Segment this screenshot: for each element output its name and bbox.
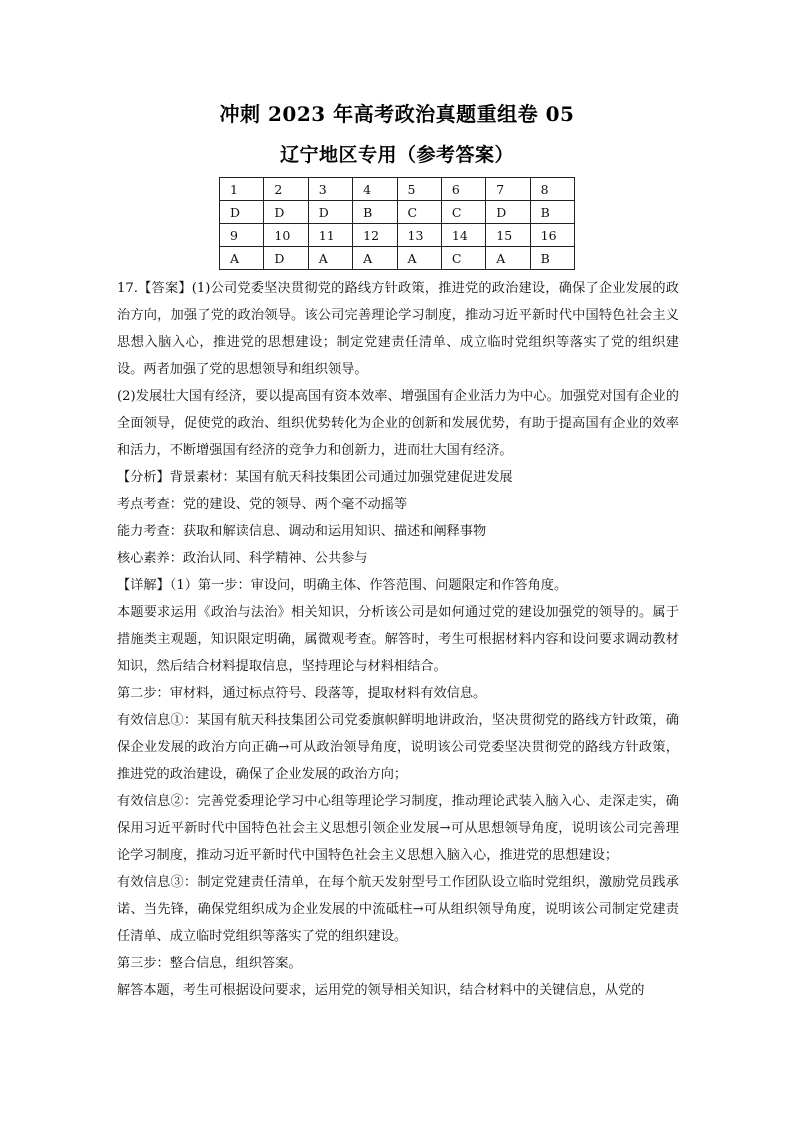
- answer-paragraph: 17.【答案】(1)公司党委坚决贯彻党的路线方针政策，推进党的政治建设，确保了企业发展的政治方向，加强了党的政治领导。该公司完善理论学习制度，推动习近平新时代中国特色社会主义思想入脑入心，推进党的思想建设；制定党建责任清单、成立临时党组织等落实了党的组织建设。两者加强了党的思想领导和组织领导。: [117, 281, 679, 377]
- answer-cell: C: [397, 201, 441, 224]
- detail-paragraph: 第二步：审材料，通过标点符号、段落等，提取材料有效信息。: [117, 686, 487, 701]
- question-number-cell: 12: [353, 224, 397, 247]
- answer-paragraph: (2)发展壮大国有经济，要以提高国有资本效率、增强国有企业活力为中心。加强党对国有企业的全面领导，促使党的政治、组织优势转化为企业的创新和发展优势，有助于提高国有企业的效率和活力，不断增强国有经济的竞争力和创新力，进而壮大国有经济。: [117, 389, 679, 458]
- answer-cell: D: [308, 201, 352, 224]
- question-number-cell: 7: [486, 178, 530, 201]
- analysis-paragraph: 考点考查：党的建设、党的领导、两个毫不动摇等: [117, 497, 408, 512]
- answer-cell: B: [530, 247, 574, 270]
- question-number-cell: 16: [530, 224, 574, 247]
- question-number-cell: 5: [397, 178, 441, 201]
- answer-cell: A: [397, 247, 441, 270]
- question-number-cell: 14: [441, 224, 485, 247]
- analysis-paragraph: 核心素养：政治认同、科学精神、公共参与: [117, 551, 368, 566]
- answer-table-row: [220, 247, 575, 270]
- question-number-cell: 2: [264, 178, 308, 201]
- detail-paragraph: 第三步：整合信息，组织答案。: [117, 956, 302, 971]
- page-title: 冲刺 2023 年高考政治真题重组卷 05: [219, 102, 575, 126]
- answer-cell: B: [353, 201, 397, 224]
- question-number-cell: 15: [486, 224, 530, 247]
- answer-cell: C: [441, 201, 485, 224]
- question-number-cell: 8: [530, 178, 574, 201]
- question-number-cell: 13: [397, 224, 441, 247]
- question-number-cell: 3: [308, 178, 352, 201]
- question-number-cell: 1: [220, 178, 264, 201]
- answer-cell: A: [486, 247, 530, 270]
- answer-cell: C: [441, 247, 485, 270]
- answer-cell: B: [530, 201, 574, 224]
- answer-cell: D: [264, 247, 308, 270]
- question-number-cell: 6: [441, 178, 485, 201]
- question-number-cell: 10: [264, 224, 308, 247]
- answer-cell: D: [264, 201, 308, 224]
- answer-cell: A: [220, 247, 264, 270]
- analysis-paragraph: 能力考查：获取和解读信息、调动和运用知识、描述和阐释事物: [117, 524, 487, 539]
- detail-paragraph: 【详解】（1）第一步：审设问，明确主体、作答范围、问题限定和作答角度。: [117, 578, 568, 593]
- answer-table-row: [220, 224, 575, 247]
- answer-cell: A: [353, 247, 397, 270]
- answer-table-row: [220, 178, 575, 201]
- answer-body: [117, 275, 679, 1004]
- question-number-cell: 4: [353, 178, 397, 201]
- answer-cell: A: [308, 247, 352, 270]
- answer-table-row: [220, 201, 575, 224]
- detail-paragraph: 有效信息③：制定党建责任清单，在每个航天发射型号工作团队设立临时党组织，激励党员践承诺、当先锋，确保党组织成为企业发展的中流砥柱→可从组织领导角度，说明该公司制定党建责任清单、成立临时党组织等落实了党的组织建设。: [117, 875, 679, 944]
- detail-paragraph: 解答本题，考生可根据设问要求，运用党的领导相关知识，结合材料中的关键信息，从党的: [117, 983, 645, 998]
- detail-paragraph: 有效信息②：完善党委理论学习中心组等理论学习制度，推动理论武装入脑入心、走深走实，确保用习近平新时代中国特色社会主义思想引领企业发展→可从思想领导角度，说明该公司完善理论学习制度，推动习近平新时代中国特色社会主义思想入脑入心，推进党的思想建设；: [117, 794, 679, 863]
- answer-cell: D: [486, 201, 530, 224]
- answer-table: [219, 177, 575, 270]
- page-subtitle: 辽宁地区专用（参考答案）: [279, 144, 514, 166]
- answer-cell: D: [220, 201, 264, 224]
- detail-paragraph: 有效信息①：某国有航天科技集团公司党委旗帜鲜明地讲政治，坚决贯彻党的路线方针政策，确保企业发展的政治方向正确→可从政治领导角度，说明该公司党委坚决贯彻党的路线方针政策，推进党的政治建设，确保了企业发展的政治方向；: [117, 713, 679, 782]
- question-number-cell: 9: [220, 224, 264, 247]
- detail-paragraph: 本题要求运用《政治与法治》相关知识，分析该公司是如何通过党的建设加强党的领导的。属于措施类主观题，知识限定明确，属微观考查。解答时，考生可根据材料内容和设问要求调动教材知识，然后结合材料提取信息，坚持理论与材料相结合。: [117, 605, 679, 674]
- analysis-paragraph: 【分析】背景素材：某国有航天科技集团公司通过加强党建促进发展: [117, 470, 513, 485]
- question-number-cell: 11: [308, 224, 352, 247]
